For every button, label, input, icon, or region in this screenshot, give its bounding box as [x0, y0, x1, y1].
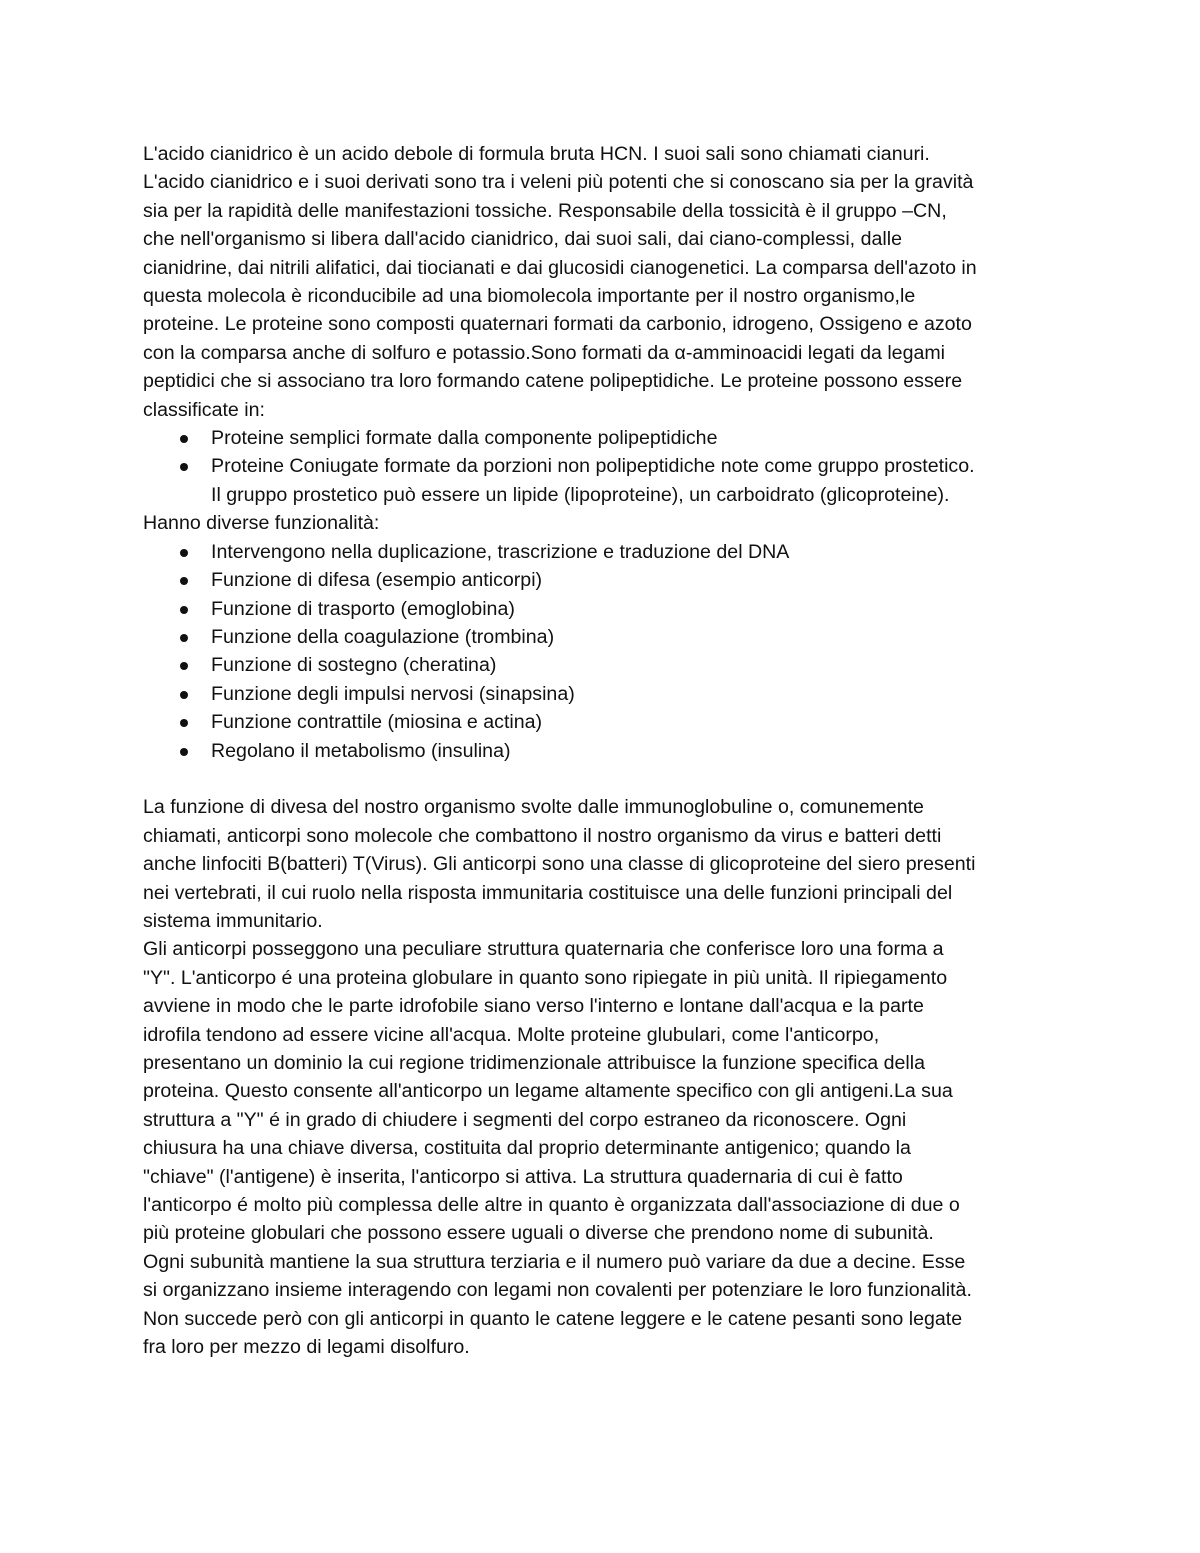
bullet-icon	[180, 577, 188, 585]
functions-heading: Hanno diverse funzionalità:	[143, 512, 380, 535]
list-item-text: Funzione degli impulsi nervosi (sinapsina)	[211, 682, 575, 705]
list-item	[211, 708, 1068, 736]
bullet-icon	[180, 435, 188, 443]
list-item-text: Regolano il metabolismo (insulina)	[211, 739, 511, 762]
list-item-text: Intervengono nella duplicazione, trascrizione e traduzione del DNA	[211, 540, 790, 563]
list-item-text: Proteine semplici formate dalla componente polipeptidiche	[211, 427, 718, 450]
protein-classification-list	[143, 424, 1068, 509]
defense-paragraph: La funzione di divesa del nostro organismo svolte dalle immunoglobuline o, comunemente chiamati, anticorpi sono molecole che combattono il nostro organismo da virus e batteri detti anche linfociti B(batteri) T(Virus). Gli anticorpi sono una classe di glicoproteine del siero presenti nei vertebrati, il cui ruolo nella risposta immunitaria costituisce una delle funzioni principali del sistema immunitario.	[143, 796, 976, 932]
list-item-text: Funzione di trasporto (emoglobina)	[211, 597, 515, 620]
protein-functions-list	[143, 538, 1068, 765]
list-item	[211, 595, 1068, 623]
bullet-icon	[180, 549, 188, 557]
bullet-icon	[180, 634, 188, 642]
bullet-icon	[180, 606, 188, 614]
list-item-text: Proteine Coniugate formate da porzioni non polipeptidiche note come gruppo prostetico. Il gruppo prostetico può essere un lipide (lipoproteine), un carboidrato (glicoproteine).	[211, 455, 975, 506]
list-item-text: Funzione di sostegno (cheratina)	[211, 654, 497, 677]
list-item-text: Funzione della coagulazione (trombina)	[211, 625, 555, 648]
list-item	[211, 651, 1068, 679]
bullet-icon	[180, 662, 188, 670]
list-item	[211, 737, 1068, 765]
document-body	[143, 140, 1068, 1361]
list-item	[211, 680, 1068, 708]
list-item-text: Funzione contrattile (miosina e actina)	[211, 711, 543, 734]
bullet-icon	[180, 748, 188, 756]
list-item	[211, 538, 1068, 566]
paragraph-spacer	[143, 765, 1068, 793]
list-item-text: Funzione di difesa (esempio anticorpi)	[211, 569, 543, 592]
bullet-icon	[180, 463, 188, 471]
list-item	[211, 623, 1068, 651]
antibody-structure-paragraph: Gli anticorpi posseggono una peculiare struttura quaternaria che conferisce loro una forma a "Y". L'anticorpo é una proteina globulare in quanto sono ripiegate in più unità. Il ripiegamento avviene in modo che le parte idrofobile siano verso l'interno e lontane dall'acqua e la parte idrofila tendono ad essere vicine all'acqua. Molte proteine glubulari, come l'anticorpo, presentano un dominio la cui regione tridimenzionale attribuisce la funzione specifica della proteina. Questo consente all'anticorpo un legame altamente specifico con gli antigeni.La sua struttura a "Y" é in grado di chiudere i segmenti del corpo estraneo da riconoscere. Ogni chiusura ha una chiave diversa, costituita dal proprio determinante antigenico; quando la "chiave" (l'antigene) è inserita, l'anticorpo si attiva. La struttura quadernaria di cui è fatto l'anticorpo é molto più complessa delle altre in quanto è organizzata dall'associazione di due o più proteine globulari che possono essere uguali o diverse che prendono nome di subunità. Ogni subunità mantiene la sua struttura terziaria e il numero può variare da due a decine. Esse si organizzano insieme interagendo con legami non covalenti per potenziare le loro funzionalità. Non succede però con gli anticorpi in quanto le catene leggere e le catene pesanti sono legate fra loro per mezzo di legami disolfuro.	[143, 938, 972, 1359]
list-item	[211, 424, 1068, 452]
list-item	[211, 566, 1068, 594]
list-item	[211, 452, 1068, 509]
bullet-icon	[180, 719, 188, 727]
bullet-icon	[180, 691, 188, 699]
intro-paragraph: L'acido cianidrico è un acido debole di formula bruta HCN. I suoi sali sono chiamati cianuri. L'acido cianidrico e i suoi derivati sono tra i veleni più potenti che si conoscano sia per la gravità sia per la rapidità delle manifestazioni tossiche. Responsabile della tossicità è il gruppo –CN, che nell'organismo si libera dall'acido cianidrico, dai suoi sali, dai ciano-complessi, dalle cianidrine, dai nitrili alifatici, dai tiocianati e dai glucosidi cianogenetici. La comparsa dell'azoto in questa molecola è riconducibile ad una biomolecola importante per il nostro organismo,le proteine. Le proteine sono composti quaternari formati da carbonio, idrogeno, Ossigeno e azoto con la comparsa anche di solfuro e potassio.Sono formati da α-amminoacidi legati da legami peptidici che si associano tra loro formando catene polipeptidiche. Le proteine possono essere classificate in:	[143, 143, 977, 421]
